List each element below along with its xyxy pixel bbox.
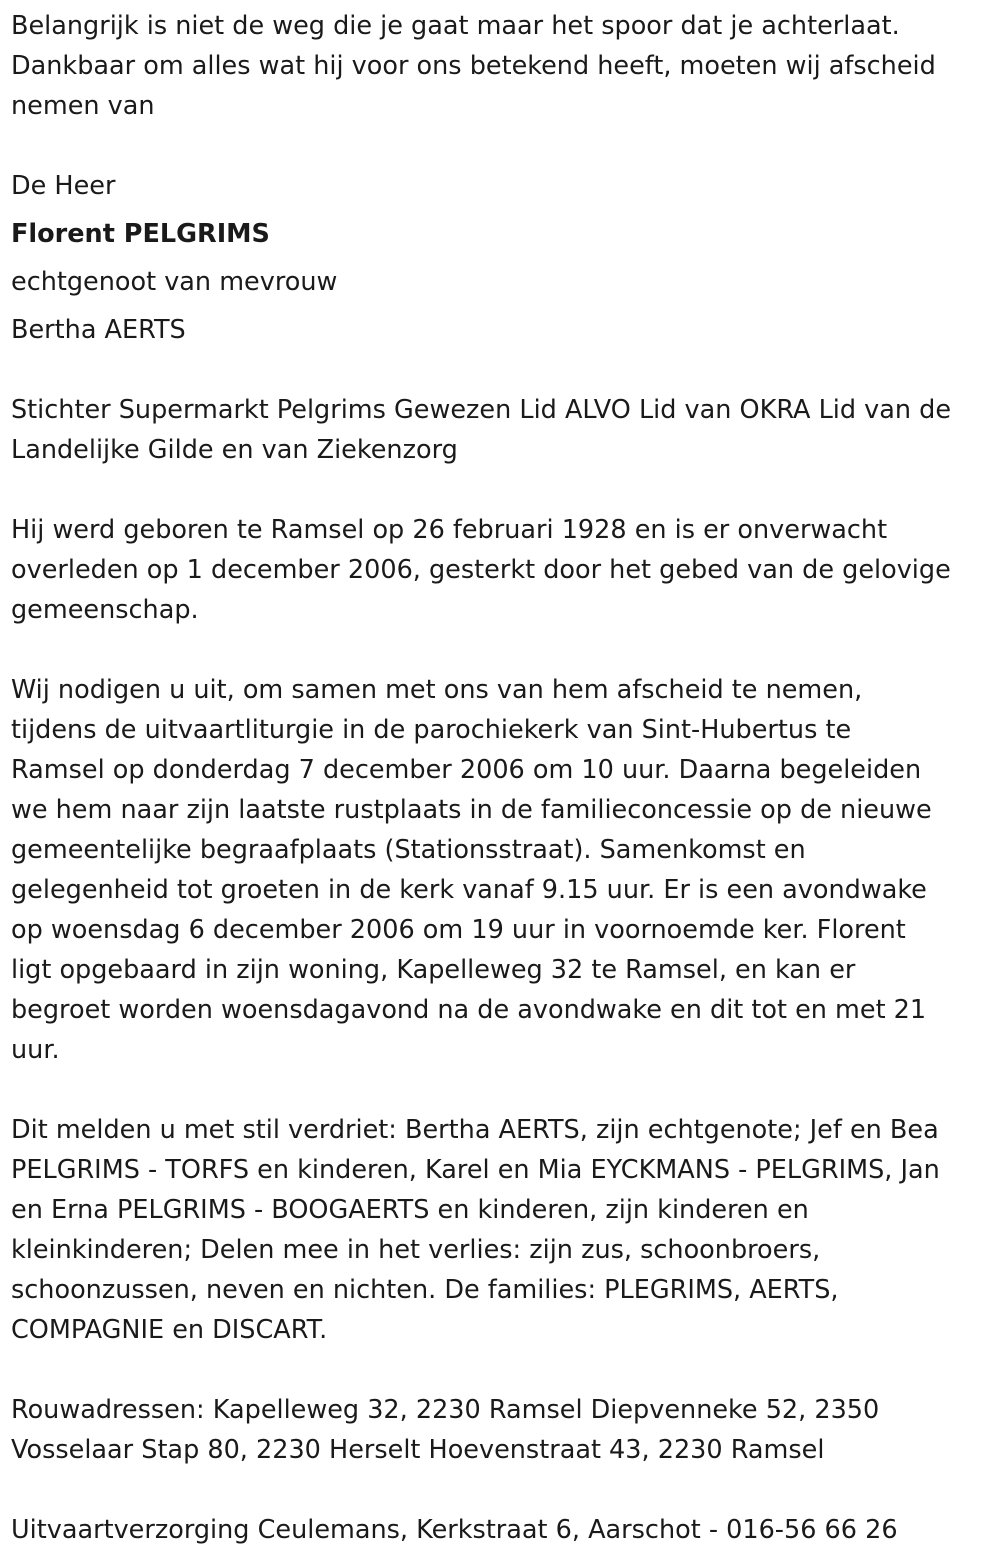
spacer	[11, 1350, 995, 1390]
spacer	[11, 350, 995, 390]
birth-death-paragraph: Hij werd geboren te Ramsel op 26 februari 1928 en is er onverwacht overleden op 1 december 2006, gesterkt door het gebed van de gelovige gemeenschap.	[11, 515, 951, 625]
family-paragraph: Dit melden u met stil verdriet: Bertha AERTS, zijn echtgenote; Jef en Bea PELGRIMS - TORFS en kinderen, Karel en Mia EYCKMANS - PELGRIMS, Jan en Erna PELGRIMS - BOOGAERTS en kinderen, zijn kinderen en kleinkinderen; Delen mee in het verlies: zijn zus, schoonbroers, schoonzussen, neven en nichten. De families: PLEGRIMS, AERTS, COMPAGNIE en DISCART.	[11, 1115, 940, 1345]
affiliations-paragraph: Stichter Supermarkt Pelgrims Gewezen Lid ALVO Lid van OKRA Lid van de Landelijke Gilde en van Ziekenzorg	[11, 395, 952, 465]
title-honorific: De Heer	[11, 171, 116, 201]
undertaker-line: Uitvaartverzorging Ceulemans, Kerkstraat 6, Aarschot - 016-56 66 26	[11, 1515, 898, 1545]
funeral-paragraph: Wij nodigen u uit, om samen met ons van hem afscheid te nemen, tijdens de uitvaartliturgie in de parochiekerk van Sint-Hubertus te Ramsel op donderdag 7 december 2006 om 10 uur. Daarna begeleiden we hem naar zijn laatste rustplaats in de familieconcessie op de nieuwe gemeentelijke begraafplaats (Stationsstraat). Samenkomst en gelegenheid tot groeten in de kerk vanaf 9.15 uur. Er is een avondwake op woensdag 6 december 2006 om 19 uur in voornoemde ker. Florent ligt opgebaard in zijn woning, Kapelleweg 32 te Ramsel, en kan er begroet worden woensdagavond na de avondwake en dit tot en met 21 uur.	[11, 675, 932, 1065]
spouse-name: Bertha AERTS	[11, 315, 186, 345]
spacer	[11, 126, 995, 166]
deceased-name: Florent PELGRIMS	[11, 219, 270, 249]
spouse-label: echtgenoot van mevrouw	[11, 267, 338, 297]
addresses-paragraph: Rouwadressen: Kapelleweg 32, 2230 Ramsel Diepvenneke 52, 2350 Vosselaar Stap 80, 2230 Herselt Hoevenstraat 43, 2230 Ramsel	[11, 1395, 880, 1465]
spacer	[11, 1070, 995, 1110]
intro-paragraph: Belangrijk is niet de weg die je gaat maar het spoor dat je achterlaat. Dankbaar om alles wat hij voor ons betekend heeft, moeten wij afscheid nemen van	[11, 11, 936, 121]
spacer	[11, 470, 995, 510]
spacer	[11, 1470, 995, 1510]
spacer	[11, 630, 995, 670]
obituary-document	[11, 6, 995, 1550]
